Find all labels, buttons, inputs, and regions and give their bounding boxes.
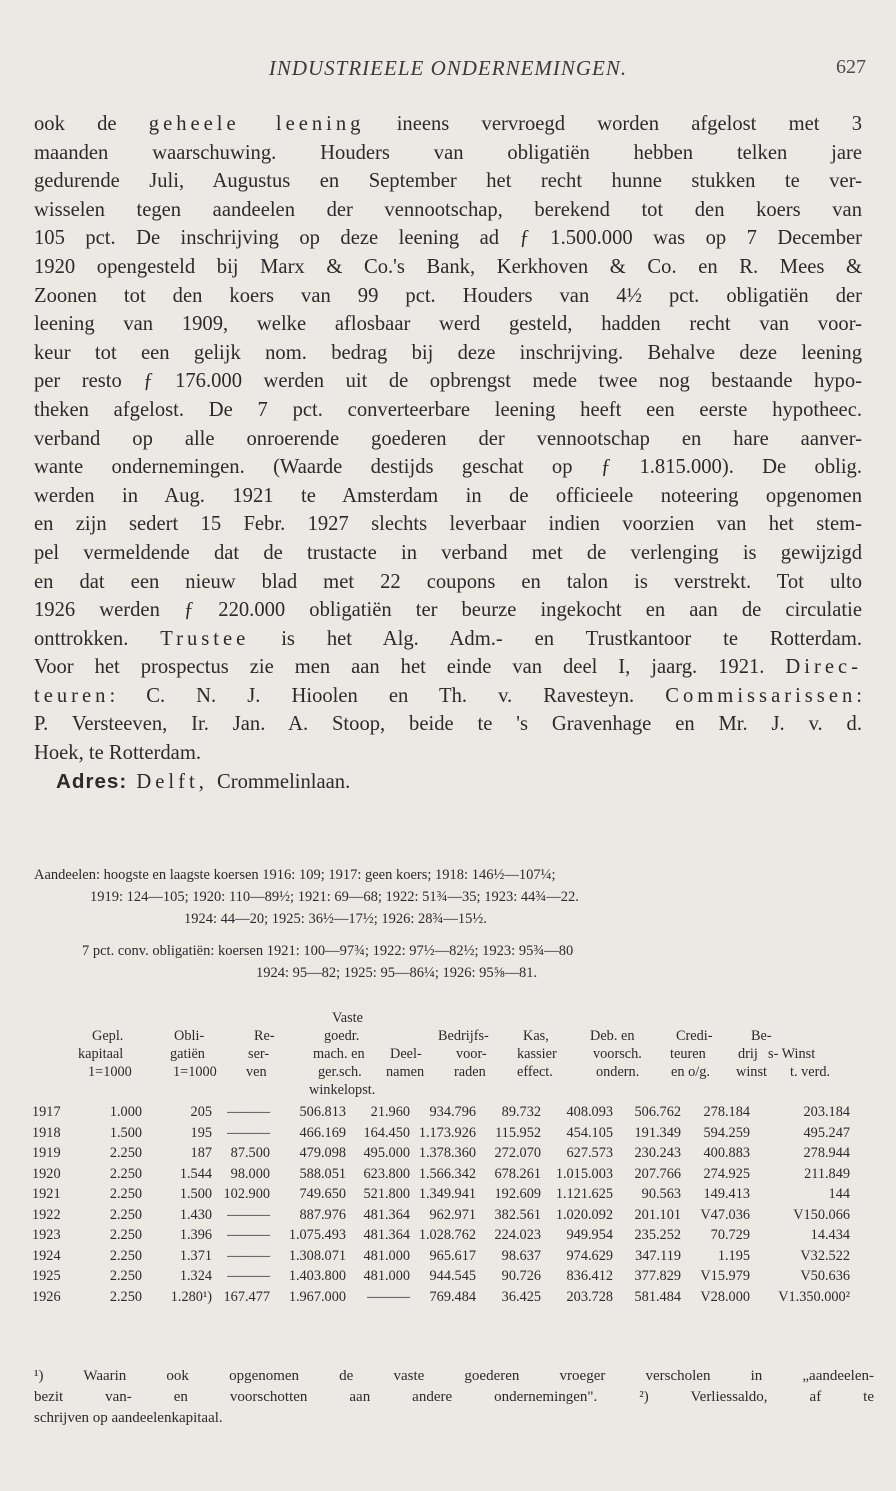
column-header: Re-: [254, 1028, 275, 1044]
table-cell: 481.364: [363, 1206, 410, 1223]
body-line: [34, 625, 862, 654]
table-cell: 144: [828, 1186, 850, 1202]
body-line: [34, 653, 862, 682]
table-cell: 479.098: [299, 1145, 346, 1161]
table-cell: 207.766: [634, 1165, 681, 1182]
body-line: [34, 425, 862, 454]
text-run: Commissarissen: [665, 684, 857, 707]
quote-line: 1919: 124—105; 1920: 110—89½; 1921: 69—68; 1922: 51¾—35; 1923: 44¾—22.: [90, 889, 579, 905]
column-header: Obli-: [174, 1028, 205, 1044]
table-cell: 203.184: [803, 1104, 850, 1120]
table-cell: 887.976: [299, 1206, 346, 1223]
body-paragraph: [34, 110, 862, 796]
table-row: [30, 1289, 880, 1310]
text-run: Hoek, te Rotterdam.: [34, 742, 201, 765]
body-line: [34, 310, 862, 339]
table-cell: 191.349: [634, 1124, 681, 1141]
quote-line: Aandeelen: hoogste en laagste koersen 1916: 109; 1917: geen koers; 1918: 146½—107¼;: [34, 867, 556, 883]
column-header: 1=1000: [173, 1064, 217, 1080]
table-cell: 1.280¹): [170, 1288, 212, 1305]
table-cell: 454.105: [566, 1124, 613, 1141]
body-line: [34, 510, 862, 539]
column-header: en o/g.: [671, 1064, 710, 1080]
column-header: gatiën: [170, 1046, 205, 1062]
text-run: ineens vervroegd worden afgelost met 3: [364, 113, 862, 135]
table-row: [30, 1104, 880, 1125]
column-header: Kas,: [523, 1028, 549, 1044]
table-cell: 1.015.003: [555, 1165, 613, 1182]
table-cell: 623.800: [363, 1165, 410, 1182]
body-line: [34, 596, 862, 625]
table-cell: ———: [227, 1124, 270, 1141]
table-cell: 1.324: [179, 1268, 212, 1284]
text-run: 1920 opengesteld bij Marx & Co.'s Bank, Kerkhoven & Co. en R. Mees &: [34, 255, 862, 278]
table-cell: 678.261: [494, 1165, 541, 1182]
table-cell: 581.484: [634, 1288, 681, 1305]
table-cell: 274.925: [703, 1165, 750, 1182]
table-cell: 944.545: [429, 1268, 476, 1284]
table-cell: 278.944: [803, 1145, 850, 1161]
table-cell: V32.522: [800, 1247, 850, 1264]
text-run: maanden waarschuwing. Houders van obligatiën hebben telken jare: [34, 141, 862, 164]
footnote-line: schrijven op aandeelenkapitaal.: [34, 1410, 223, 1426]
table-row: [30, 1186, 880, 1207]
table-cell: 974.629: [566, 1247, 613, 1264]
table-cell: 408.093: [566, 1104, 613, 1120]
column-header: teuren: [670, 1046, 706, 1062]
column-header: ven: [246, 1064, 267, 1080]
text-run: en zijn sedert 15 Febr. 1927 slechts leverbaar indien voorzien van het stem-: [34, 513, 862, 536]
table-cell: 167.477: [223, 1288, 270, 1305]
text-run: per resto ƒ 176.000 werden uit de opbrengst mede twee nog bestaande hypo-: [34, 370, 862, 393]
body-line: [34, 682, 862, 711]
text-run: verband op alle onroerende goederen der vennootschap en hare aanver-: [34, 427, 862, 450]
table-cell: 2.250: [109, 1145, 142, 1161]
body-line: [34, 139, 862, 168]
body-line: [34, 739, 862, 768]
column-header: voorsch.: [593, 1046, 642, 1062]
table-row: [30, 1145, 880, 1166]
column-header: namen: [386, 1064, 425, 1080]
column-header: goedr.: [324, 1028, 360, 1044]
table-cell: V150.066: [793, 1206, 850, 1223]
body-line: [34, 196, 862, 225]
table-cell: 115.952: [495, 1124, 541, 1141]
table-cell: 1.544: [179, 1165, 212, 1182]
address-street: Crommelinlaan.: [217, 770, 351, 793]
table-cell: 195: [190, 1124, 212, 1141]
row-year: 1924: [32, 1247, 61, 1264]
address-city: Delft,: [127, 770, 217, 793]
footnote-line: ¹) Waarin ook opgenomen de vaste goederen vroeger verscholen in „aandeelen-: [34, 1368, 874, 1384]
table-cell: 382.561: [494, 1206, 541, 1223]
text-run: werden in Aug. 1921 te Amsterdam in de officieele noteering opgenomen: [34, 484, 862, 507]
table-cell: 965.617: [429, 1247, 476, 1264]
body-line: [34, 710, 862, 739]
table-cell: 2.250: [109, 1186, 142, 1202]
text-run: Direc-: [785, 656, 862, 679]
row-year: 1921: [32, 1186, 61, 1202]
body-line: [34, 167, 862, 196]
table-cell: 1.500: [179, 1186, 212, 1202]
body-line: [34, 253, 862, 282]
text-run: keur tot een gelijk nom. bedrag bij deze inschrijving. Behalve deze leening: [34, 341, 862, 364]
table-cell: 1.075.493: [288, 1227, 346, 1243]
text-run: : C. N. J. Hioolen en Th. v. Ravesteyn.: [109, 684, 666, 707]
table-cell: 1.000: [109, 1104, 142, 1120]
table-cell: 1.349.941: [418, 1186, 476, 1202]
table-cell: 70.729: [710, 1227, 750, 1243]
table-cell: 192.609: [494, 1186, 541, 1202]
quote-line: 1924: 44—20; 1925: 36½—17½; 1926: 28¾—15½.: [184, 911, 487, 927]
text-run: is het Alg. Adm.- en Trustkantoor te Rotterdam.: [249, 627, 862, 650]
table-cell: 769.484: [429, 1288, 476, 1305]
text-run: teuren: [34, 684, 110, 707]
table-header-row: [30, 1082, 880, 1100]
table-cell: 102.900: [223, 1186, 270, 1202]
text-run: gedurende Juli, Augustus en September het recht hunne stukken te ver-: [34, 170, 862, 193]
table-cell: 2.250: [109, 1165, 142, 1182]
table-cell: ———: [227, 1268, 270, 1284]
table-cell: 495.247: [803, 1124, 850, 1141]
column-header: effect.: [517, 1064, 553, 1080]
text-run: Voor het prospectus zie men aan het einde van deel I, jaarg. 1921.: [34, 656, 786, 679]
row-year: 1926: [32, 1288, 61, 1305]
table-cell: 230.243: [634, 1145, 681, 1161]
text-run: wisselen tegen aandeelen der vennootschap, berekend tot den koers van: [34, 198, 862, 221]
column-header: ger.sch.: [318, 1064, 362, 1080]
table-cell: 377.829: [634, 1268, 681, 1284]
column-header: ondern.: [596, 1064, 640, 1080]
table-cell: 466.169: [299, 1124, 346, 1141]
column-header: winkelopst.: [309, 1082, 376, 1098]
table-cell: 1.371: [179, 1247, 212, 1264]
table-cell: V47.036: [700, 1206, 750, 1223]
price-quotes: [34, 864, 874, 984]
text-run: pel vermeldende dat de trustacte in verband met de verlenging is gewijzigd: [34, 541, 862, 564]
table-cell: 149.413: [703, 1186, 750, 1202]
column-header: raden: [454, 1064, 486, 1080]
financial-table: [30, 1010, 880, 1309]
table-row: [30, 1227, 880, 1248]
column-header: kassier: [517, 1046, 557, 1062]
text-run: 105 pct. De inschrijving op deze leening ad ƒ 1.500.000 was op 7 December: [34, 227, 862, 250]
table-cell: 87.500: [230, 1145, 270, 1161]
page-header: [0, 56, 896, 86]
table-cell: 89.732: [501, 1104, 541, 1120]
text-run: ook de: [34, 113, 149, 135]
body-line: [34, 367, 862, 396]
text-run: 1926 werden ƒ 220.000 obligatiën ter beurze ingekocht en aan de circulatie: [34, 599, 862, 622]
body-line: [34, 396, 862, 425]
text-run: leening van 1909, welke aflosbaar werd gesteld, hadden recht van voor-: [34, 313, 862, 336]
table-cell: 962.971: [429, 1206, 476, 1223]
table-cell: 272.070: [494, 1145, 541, 1161]
table-cell: 2.250: [109, 1206, 142, 1223]
table-cell: 2.250: [109, 1288, 142, 1305]
table-cell: ———: [227, 1104, 270, 1120]
table-cell: ———: [367, 1288, 410, 1305]
body-line: [34, 539, 862, 568]
table-cell: 2.250: [109, 1268, 142, 1284]
quote-line: 1924: 95—82; 1925: 95—86¼; 1926: 95⅝—81.: [256, 965, 538, 981]
footnote-line: bezit van- en voorschotten aan andere ondernemingen". ²) Verliessaldo, af te: [34, 1389, 874, 1405]
row-year: 1919: [32, 1145, 61, 1161]
column-header: winst: [736, 1064, 767, 1080]
text-run: geheele leening: [148, 113, 365, 135]
column-header: Credi-: [676, 1028, 713, 1044]
table-cell: V1.350.000²: [778, 1288, 850, 1305]
table-row: [30, 1248, 880, 1269]
table-cell: 36.425: [501, 1288, 541, 1305]
text-run: theken afgelost. De 7 pct. converteerbare leening heeft een eerste hypotheec.: [34, 398, 862, 421]
body-line: [34, 224, 862, 253]
column-header: Deb. en: [590, 1028, 635, 1044]
row-year: 1922: [32, 1206, 61, 1223]
column-header: Bedrijfs-: [438, 1028, 489, 1044]
text-run: :: [856, 684, 862, 707]
table-header-row: [30, 1046, 880, 1064]
column-header: voor-: [456, 1046, 487, 1062]
table-header-row: [30, 1010, 880, 1028]
body-line: [34, 453, 862, 482]
table-cell: 1.378.360: [418, 1145, 476, 1161]
table-cell: 588.051: [299, 1165, 346, 1182]
table-cell: 164.450: [363, 1124, 410, 1141]
column-header: Be-: [751, 1028, 772, 1044]
column-header: s- Winst: [768, 1046, 816, 1062]
table-cell: 1.308.071: [288, 1247, 346, 1264]
table-cell: 205: [190, 1104, 212, 1120]
body-line: [34, 339, 862, 368]
table-cell: 934.796: [429, 1104, 476, 1120]
text-run: onttrokken.: [34, 627, 161, 650]
table-header-row: [30, 1028, 880, 1046]
table-cell: 1.396: [179, 1227, 212, 1243]
table-row: [30, 1207, 880, 1228]
table-cell: 521.800: [363, 1186, 410, 1202]
table-cell: 481.000: [363, 1268, 410, 1284]
table-cell: 347.119: [635, 1247, 681, 1264]
body-line: [34, 110, 862, 139]
column-header: Vaste: [332, 1010, 363, 1026]
table-cell: 1.500: [109, 1124, 142, 1141]
page-number: 627: [836, 56, 866, 78]
table-cell: 278.184: [703, 1104, 750, 1120]
column-header: drij: [738, 1046, 758, 1062]
table-cell: 506.813: [299, 1104, 346, 1120]
table-cell: 201.101: [634, 1206, 681, 1223]
table-cell: 2.250: [109, 1247, 142, 1264]
text-run: P. Versteeven, Ir. Jan. A. Stoop, beide te 's Gravenhage en Mr. J. v. d.: [34, 713, 862, 736]
table-cell: V28.000: [700, 1288, 750, 1305]
body-line: [34, 568, 862, 597]
table-cell: 90.726: [501, 1268, 541, 1284]
body-line: [34, 482, 862, 511]
quote-line: 7 pct. conv. obligatiën: koersen 1921: 100—97¾; 1922: 97½—82½; 1923: 95¾—80: [82, 943, 574, 959]
row-year: 1925: [32, 1268, 61, 1284]
column-header: mach. en: [313, 1046, 365, 1062]
table-cell: 594.259: [703, 1124, 750, 1141]
table-cell: 481.000: [363, 1247, 410, 1264]
table-cell: 21.960: [370, 1104, 410, 1120]
table-cell: 1.028.762: [418, 1227, 476, 1243]
table-cell: 224.023: [494, 1227, 541, 1243]
column-header: kapitaal: [78, 1046, 124, 1062]
address-line: [34, 768, 862, 797]
table-cell: 1.020.092: [555, 1206, 613, 1223]
row-year: 1917: [32, 1104, 61, 1120]
column-header: t. verd.: [790, 1064, 831, 1080]
table-cell: 1.195: [717, 1247, 750, 1264]
table-cell: ———: [227, 1206, 270, 1223]
footnotes: [34, 1366, 874, 1429]
column-header: 1=1000: [88, 1064, 132, 1080]
table-row: [30, 1166, 880, 1187]
address-label: Adres:: [56, 769, 128, 793]
text-run: Trustee: [160, 627, 250, 650]
table-cell: 235.252: [634, 1227, 681, 1243]
row-year: 1918: [32, 1124, 61, 1141]
table-cell: 749.650: [299, 1186, 346, 1202]
text-run: Zoonen tot den koers van 99 pct. Houders van 4½ pct. obligatiën der: [34, 284, 862, 307]
table-cell: 495.000: [363, 1145, 410, 1161]
text-run: en dat een nieuw blad met 22 coupons en talon is verstrekt. Tot ulto: [34, 570, 862, 593]
table-cell: 203.728: [566, 1288, 613, 1305]
column-header: ser-: [248, 1046, 270, 1062]
table-cell: ———: [227, 1247, 270, 1264]
table-cell: 836.412: [566, 1268, 613, 1284]
table-cell: 2.250: [109, 1227, 142, 1243]
table-cell: 90.563: [641, 1186, 681, 1202]
body-line: [34, 282, 862, 311]
column-header: Deel-: [390, 1046, 422, 1062]
table-cell: 187: [190, 1145, 212, 1161]
table-cell: ———: [227, 1227, 270, 1243]
table-cell: 949.954: [566, 1227, 613, 1243]
table-cell: 1.121.625: [555, 1186, 613, 1202]
table-header-row: [30, 1064, 880, 1082]
text-run: wante ondernemingen. (Waarde destijds geschat op ƒ 1.815.000). De oblig.: [34, 456, 862, 479]
row-year: 1923: [32, 1227, 61, 1243]
table-cell: 1.173.926: [418, 1124, 476, 1141]
table-cell: 481.364: [363, 1227, 410, 1243]
column-header: Gepl.: [92, 1028, 124, 1044]
table-row: [30, 1125, 880, 1146]
table-cell: 400.883: [703, 1145, 750, 1161]
running-title: INDUSTRIEELE ONDERNEMINGEN.: [268, 56, 628, 80]
table-cell: V50.636: [800, 1268, 850, 1284]
table-cell: V15.979: [700, 1268, 750, 1284]
table-cell: 627.573: [566, 1145, 613, 1161]
table-cell: 1.403.800: [288, 1268, 346, 1284]
table-cell: 98.000: [230, 1165, 270, 1182]
table-cell: 1.967.000: [288, 1288, 346, 1305]
table-cell: 506.762: [634, 1104, 681, 1120]
table-cell: 1.430: [179, 1206, 212, 1223]
table-row: [30, 1268, 880, 1289]
table-cell: 211.849: [804, 1165, 850, 1182]
table-cell: 14.434: [810, 1227, 850, 1243]
table-cell: 1.566.342: [418, 1165, 476, 1182]
table-cell: 98.637: [501, 1247, 541, 1264]
row-year: 1920: [32, 1165, 61, 1182]
